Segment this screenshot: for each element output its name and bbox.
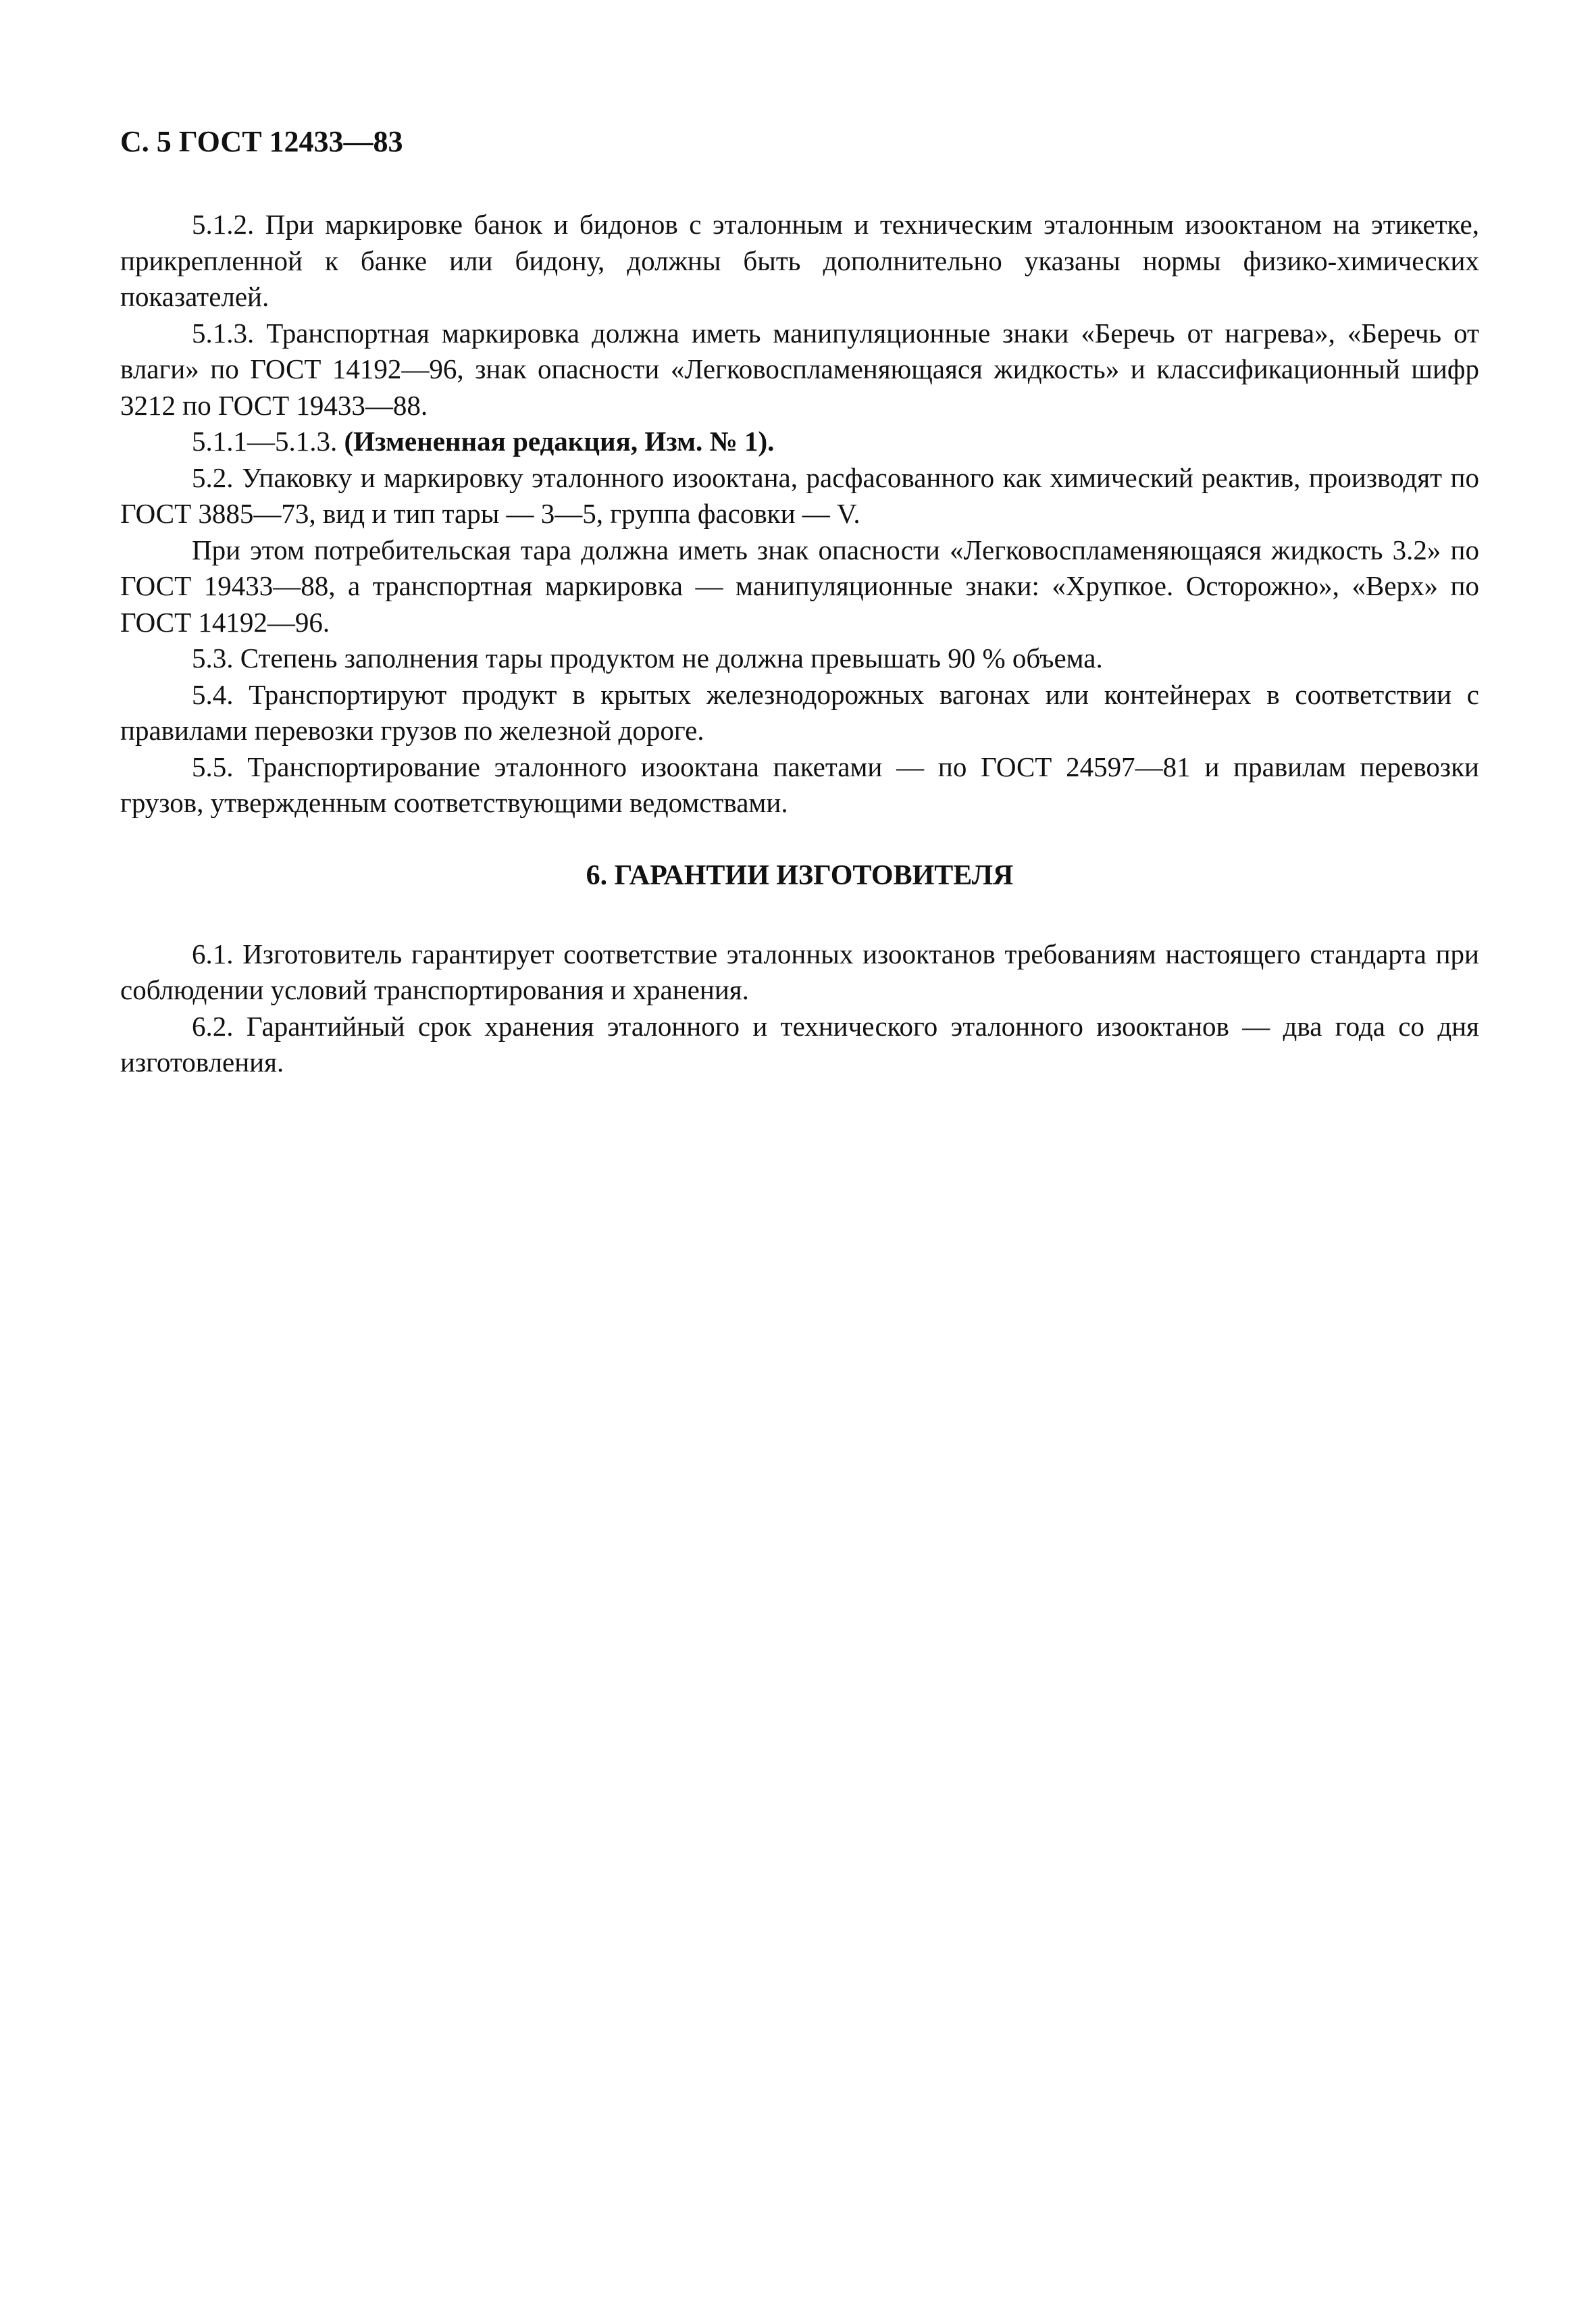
paragraph-6-1: 6.1. Изготовитель гарантирует соответствие эталонных изооктанов требованиям настоящего стандарта при соблюдении условий транспортирования и хранения. bbox=[120, 938, 1479, 1005]
amendment-prefix: 5.1.1—5.1.3. bbox=[192, 426, 344, 457]
paragraph-5-2: 5.2. Упаковку и маркировку эталонного изооктана, расфасованного как химический реактив, производят по ГОСТ 3885—73, вид и тип тары — 3—5, группа фасовки — V. bbox=[120, 461, 1479, 529]
section-6-title: 6. ГАРАНТИИ ИЗГОТОВИТЕЛЯ bbox=[586, 859, 1014, 891]
paragraph-5-4: 5.4. Транспортируют продукт в крытых железнодорожных вагонах или контейнерах в соответствии с правилами перевозки грузов по железной дороге. bbox=[120, 678, 1479, 746]
document-page bbox=[120, 122, 1479, 1081]
amendment-bold-note: (Измененная редакция, Изм. № 1). bbox=[344, 426, 775, 457]
paragraph-5-1-3: 5.1.3. Транспортная маркировка должна иметь манипуляционные знаки «Беречь от нагрева», «Беречь от влаги» по ГОСТ 14192—96, знак опасности «Легковоспламеняющаяся жидкость» и классификационный шифр 3212 по ГОСТ 19433—88. bbox=[120, 317, 1479, 421]
page-header: С. 5 ГОСТ 12433—83 bbox=[120, 125, 403, 158]
paragraph-amendment-note bbox=[120, 424, 1479, 460]
paragraph-5-1-2: 5.1.2. При маркировке банок и бидонов с эталонным и техническим эталонным изооктаном на этикетке, прикрепленной к банке или бидону, должны быть дополнительно указаны нормы физико-химических показателей. bbox=[120, 209, 1479, 312]
paragraph-5-5: 5.5. Транспортирование эталонного изооктана пакетами — по ГОСТ 24597—81 и правилам перевозки грузов, утвержденным соответствующими ведомствами. bbox=[120, 751, 1479, 818]
paragraph-5-3: 5.3. Степень заполнения тары продуктом не должна превышать 90 % объема. bbox=[192, 643, 1103, 674]
paragraph-5-2-continued: При этом потребительская тара должна иметь знак опасности «Легковоспламеняющаяся жидкость 3.2» по ГОСТ 19433—88, а транспортная маркировка — манипуляционные знаки: «Хрупкое. Осторожно», «Верх» по ГОСТ 14192—96. bbox=[120, 534, 1479, 638]
paragraph-6-2: 6.2. Гарантийный срок хранения эталонного и технического эталонного изооктанов — два года со дня изготовления. bbox=[120, 1010, 1479, 1078]
